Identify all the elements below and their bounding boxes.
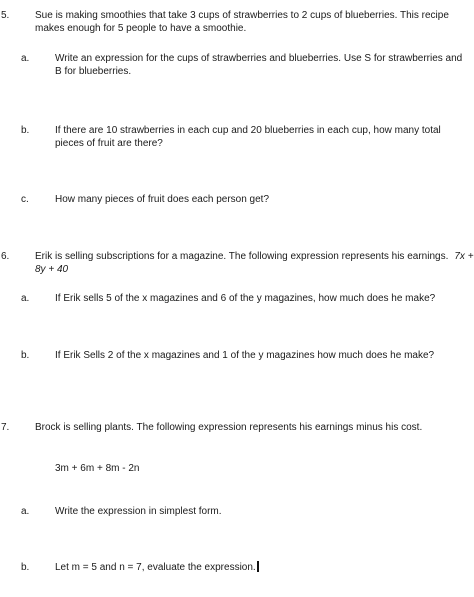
question-6-expression: 7x + 8y + 40 — [35, 251, 474, 275]
question-5c-text: How many pieces of fruit does each person get? — [55, 194, 270, 205]
question-7-text: Brock is selling plants. The following expression represents his earnings minus his cost. — [35, 422, 423, 433]
text-cursor[interactable] — [257, 561, 259, 572]
question-6-number: 6. — [1, 251, 10, 262]
question-7b — [21, 561, 465, 574]
question-6a-text: If Erik sells 5 of the x magazines and 6 of the y magazines, how much does he make? — [55, 293, 436, 304]
question-5a — [21, 52, 465, 78]
question-5c-label: c. — [21, 194, 29, 205]
question-6a-label: a. — [21, 293, 30, 304]
question-5b-label: b. — [21, 125, 30, 136]
question-7-number: 7. — [1, 422, 10, 433]
question-6-text: Erik is selling subscriptions for a magazine. The following expression represents his earnings. — [35, 251, 449, 262]
question-5 — [1, 9, 474, 35]
question-6a — [21, 292, 465, 305]
question-7-expression: 3m + 6m + 8m - 2n — [55, 463, 140, 474]
question-6b-label: b. — [21, 350, 30, 361]
question-5b-text: If there are 10 strawberries in each cup and 20 blueberries in each cup, how many total pieces of fruit are there? — [55, 125, 441, 149]
question-5a-label: a. — [21, 53, 30, 64]
question-5c — [21, 193, 465, 206]
question-6b — [21, 349, 465, 362]
question-5-text: Sue is making smoothies that take 3 cups of strawberries to 2 cups of blueberries. This recipe makes enough for 5 people to have a smoothie. — [35, 10, 449, 34]
question-6 — [1, 250, 474, 276]
question-6b-text: If Erik Sells 2 of the x magazines and 1 of the y magazines how much does he make? — [55, 350, 435, 361]
question-7a — [21, 505, 465, 518]
question-5b — [21, 124, 465, 150]
question-7b-text: Let m = 5 and n = 7, evaluate the expression. — [55, 562, 256, 573]
question-5-number: 5. — [1, 10, 10, 21]
question-5a-text: Write an expression for the cups of strawberries and blueberries. Use S for strawberries and B for blueberries. — [55, 53, 463, 77]
question-7a-text: Write the expression in simplest form. — [55, 506, 222, 517]
question-7b-label: b. — [21, 562, 30, 573]
question-7a-label: a. — [21, 506, 30, 517]
question-7 — [1, 421, 474, 434]
